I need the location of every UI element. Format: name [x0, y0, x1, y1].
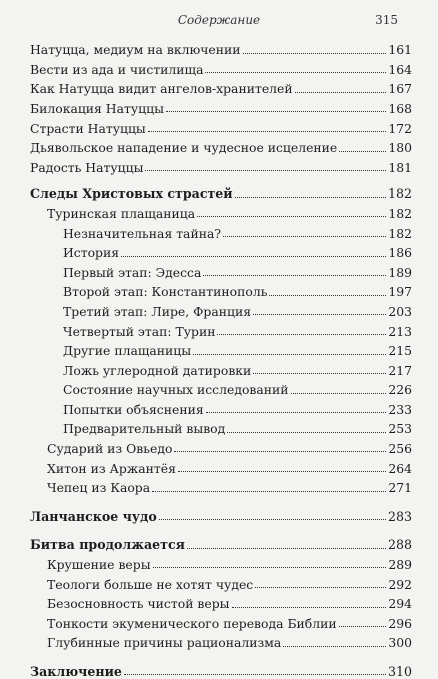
dot-leader: [255, 587, 386, 588]
toc-entry-title: Билокация Натуццы: [30, 100, 164, 116]
toc-entry-title: Первый этап: Эдесса: [63, 264, 202, 280]
toc-entry-page: 226: [388, 382, 412, 398]
running-title: Содержание: [177, 13, 261, 27]
toc-entry: [0, 96, 438, 116]
dot-leader: [152, 491, 386, 492]
toc-section-heading: [0, 659, 438, 679]
toc-entry-title: Тонкости экуменического перевода Библии: [47, 615, 337, 631]
toc-entry-title: Битва продолжается: [30, 537, 185, 553]
toc-entry-title: Теологи больше не хотят чудес: [47, 576, 254, 592]
toc-entry-title: Как Натуцца видит ангелов-хранителей: [30, 81, 293, 97]
dot-leader: [178, 471, 386, 472]
toc-entry-title: Незначительная тайна?: [63, 225, 221, 241]
toc-entry-page: 215: [388, 343, 412, 359]
toc-entry-page: 217: [388, 362, 412, 378]
toc-entry-page: 182: [387, 186, 412, 202]
toc-entry-page: 189: [388, 264, 412, 280]
toc-entry-title: Третий этап: Лире, Франция: [63, 303, 252, 319]
toc-entry: [0, 220, 438, 240]
toc-entry-title: Чепец из Каора: [47, 480, 151, 496]
table-of-contents: [0, 37, 438, 678]
dot-leader: [206, 412, 387, 413]
toc-entry-title: Хитон из Аржантёя: [47, 460, 176, 476]
dot-leader: [253, 373, 386, 374]
toc-entry: [0, 201, 438, 221]
dot-leader: [174, 451, 386, 452]
dot-leader: [121, 256, 386, 257]
toc-entry-title: Следы Христовых страстей: [30, 186, 233, 202]
toc-entry-page: 256: [388, 441, 412, 457]
toc-entry-title: Другие плащаницы: [63, 343, 192, 359]
toc-entry-title: Глубинные причины рационализма: [47, 635, 282, 651]
toc-entry-title: Туринская плащаница: [47, 205, 196, 221]
toc-entry-title: Безосновность чистой веры: [47, 596, 230, 612]
dot-leader: [339, 151, 386, 152]
toc-entry-page: 283: [387, 508, 412, 524]
toc-entry-title: История: [63, 245, 120, 261]
toc-entry: [0, 630, 438, 650]
toc-entry: [0, 279, 438, 299]
toc-entry: [0, 377, 438, 397]
toc-entry-title: Крушение веры: [47, 557, 151, 573]
dot-leader: [166, 111, 386, 112]
dot-leader: [217, 334, 386, 335]
dot-leader: [145, 170, 386, 171]
dot-leader: [291, 393, 387, 394]
dot-leader: [295, 92, 387, 93]
dot-leader: [197, 216, 386, 217]
toc-entry-page: 164: [388, 61, 412, 77]
dot-leader: [187, 548, 386, 549]
toc-entry-page: 167: [388, 81, 412, 97]
toc-entry-page: 296: [388, 615, 412, 631]
toc-entry-page: 253: [388, 421, 412, 437]
dot-leader: [159, 519, 386, 520]
toc-section-heading: [0, 532, 438, 552]
toc-entry-page: 181: [388, 159, 412, 175]
dot-leader: [283, 646, 386, 647]
dot-leader: [205, 72, 386, 73]
toc-entry-page: 300: [388, 635, 412, 651]
toc-entry-page: 197: [388, 284, 412, 300]
toc-entry-page: 288: [387, 537, 412, 553]
toc-entry: [0, 611, 438, 631]
toc-section-heading: [0, 504, 438, 524]
toc-entry-page: 264: [388, 460, 412, 476]
toc-entry: [0, 552, 438, 572]
toc-entry-page: 180: [388, 140, 412, 156]
page-number: 315: [375, 13, 398, 27]
toc-entry-page: 294: [388, 596, 412, 612]
toc-entry: [0, 318, 438, 338]
toc-entry-page: 271: [388, 480, 412, 496]
toc-entry-title: Дьявольское нападение и чудесное исцеление: [30, 140, 338, 156]
dot-leader: [153, 567, 387, 568]
toc-entry-page: 292: [388, 576, 412, 592]
toc-entry-title: Состояние научных исследований: [63, 382, 289, 398]
toc-entry-title: Попытки объяснения: [63, 401, 204, 417]
toc-entry: [0, 591, 438, 611]
section-spacer: [0, 650, 438, 659]
section-spacer: [0, 174, 438, 181]
dot-leader: [148, 131, 387, 132]
toc-entry-title: Заключение: [30, 663, 122, 679]
toc-entry-title: Натуцца, медиум на включении: [30, 42, 241, 58]
dot-leader: [269, 295, 386, 296]
toc-entry: [0, 155, 438, 175]
toc-section-heading: [0, 181, 438, 201]
toc-entry-title: Четвертый этап: Турин: [63, 323, 216, 339]
dot-leader: [203, 275, 386, 276]
toc-entry-title: Ланчанское чудо: [30, 508, 157, 524]
dot-leader: [223, 236, 386, 237]
toc-entry: [0, 260, 438, 280]
toc-entry-title: Сударий из Овьедо: [47, 441, 173, 457]
toc-entry-page: 168: [388, 100, 412, 116]
toc-entry-page: 310: [387, 663, 412, 679]
toc-entry: [0, 358, 438, 378]
dot-leader: [243, 53, 387, 54]
toc-entry-title: Ложь углеродной датировки: [63, 362, 252, 378]
toc-entry-page: 182: [388, 205, 412, 221]
dot-leader: [227, 432, 386, 433]
dot-leader: [232, 607, 387, 608]
toc-entry: [0, 37, 438, 57]
toc-entry-page: 213: [388, 323, 412, 339]
toc-entry-title: Вести из ада и чистилища: [30, 61, 204, 77]
toc-entry-title: Второй этап: Константинополь: [63, 284, 268, 300]
toc-entry: [0, 475, 438, 495]
toc-entry: [0, 76, 438, 96]
toc-entry-title: Предварительный вывод: [63, 421, 226, 437]
toc-entry: [0, 455, 438, 475]
dot-leader: [339, 626, 387, 627]
section-spacer: [0, 523, 438, 532]
toc-entry-page: 172: [388, 120, 412, 136]
toc-entry: [0, 416, 438, 436]
toc-entry-title: Радость Натуццы: [30, 159, 144, 175]
toc-entry: [0, 115, 438, 135]
dot-leader: [124, 674, 386, 675]
toc-entry: [0, 299, 438, 319]
toc-entry: [0, 436, 438, 456]
dot-leader: [193, 354, 386, 355]
toc-entry: [0, 135, 438, 155]
toc-entry-page: 182: [388, 225, 412, 241]
toc-entry-page: 289: [388, 557, 412, 573]
section-spacer: [0, 495, 438, 504]
toc-entry: [0, 397, 438, 417]
dot-leader: [235, 197, 386, 198]
toc-entry: [0, 57, 438, 77]
toc-entry-title: Страсти Натуццы: [30, 120, 146, 136]
toc-entry: [0, 571, 438, 591]
toc-entry: [0, 240, 438, 260]
toc-entry-page: 203: [388, 303, 412, 319]
toc-entry: [0, 338, 438, 358]
toc-entry-page: 161: [388, 42, 412, 58]
toc-entry-page: 233: [388, 401, 412, 417]
dot-leader: [253, 314, 386, 315]
toc-entry-page: 186: [388, 245, 412, 261]
